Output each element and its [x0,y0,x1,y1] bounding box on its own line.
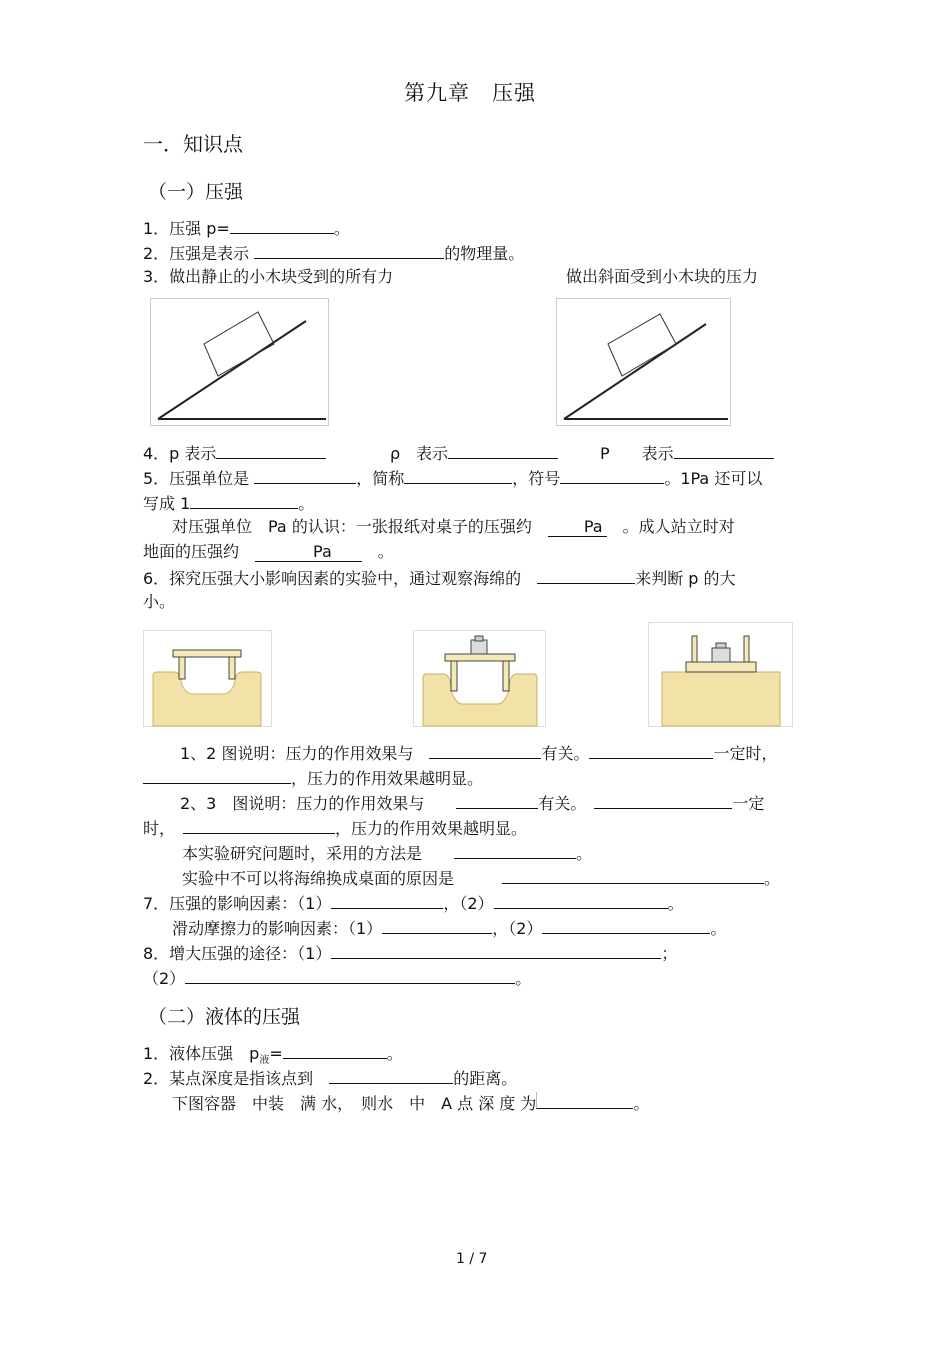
q6-l3-text-b: 有关。 [538,794,579,813]
q8-text-a: 8．增大压强的途径：（1） [143,944,332,963]
q6-text-a: 6．探究压强大小影响因素的实验中，通过观察海绵的 [143,569,522,588]
q8-text-c: （2） [143,969,186,988]
q5-text-i: 地面的压强约 [143,542,240,561]
l3-blank[interactable] [536,1092,633,1109]
q6-l3-blank-1[interactable] [456,792,538,809]
subsection-heading: （一）压强 [148,181,244,203]
question-4c [600,442,774,464]
question-3-left: 3．做出静止的小木块受到的所有力 [143,267,394,286]
l2-blank[interactable] [329,1067,453,1084]
incline-figure-right [556,298,732,428]
q7-blank-4[interactable] [542,917,710,934]
l1-text-b: = [269,1044,283,1063]
sponge-figure-2 [413,630,547,728]
q6-l4-text-a: 时， [143,819,168,838]
sponge-figure-1 [143,630,273,728]
l1-text-c: 。 [386,1044,403,1063]
l2-text-b: 的距离。 [453,1069,518,1088]
question-8 [143,942,677,964]
q6-l1-text-a: 1、2 图说明：压力的作用效果与 [180,744,414,763]
l1-subscript: 液 [259,1055,270,1067]
q4-text-a: 4．p 表示 [143,444,217,463]
q7-text-e: ，（2） [492,919,543,938]
q7-blank-2[interactable] [494,892,668,909]
q6-l1-text-b: 有关。 [541,744,590,763]
q6-analysis-line2 [143,767,483,789]
q5-blank-2[interactable] [404,467,512,484]
q7-text-b: ，（2） [443,894,494,913]
q7-text-f: 。 [710,919,727,938]
question-4b [390,442,558,464]
q5-text-d: 。1Pa 还可以 [664,469,763,488]
q4-blank-2[interactable] [448,442,558,459]
q5-text-j: 。 [377,542,394,561]
q8-blank-1[interactable] [331,942,661,959]
q8-blank-2[interactable] [185,967,515,984]
q2-end: 的物理量。 [444,244,525,263]
q6-analysis-line3 [180,792,764,814]
liquid-question-2 [143,1067,517,1089]
q4-text-c: P 表示 [600,444,674,463]
q5-text-g: 对压强单位 Pa 的认识：一张报纸对桌子的压强约 [172,517,532,536]
question-1 [143,217,350,239]
q6-l3-text-c: 一定 [732,794,765,813]
q5-blank-1[interactable] [254,467,356,484]
q5-text-e: 写成 1 [143,494,191,513]
q1-blank[interactable] [230,217,334,234]
question-7 [143,892,684,914]
section-heading: 一．知识点 [143,132,243,156]
question-5-line4 [143,542,394,562]
q6-l6-text: 实验中不可以将海绵换成桌面的原因是 [182,869,455,888]
q6-l5-blank[interactable] [454,842,576,859]
question-5 [143,467,762,489]
q4-text-b: ρ 表示 [390,444,449,463]
liquid-question-2-line2 [172,1092,649,1114]
q6-text-b: 来判断 p 的大 [635,569,736,588]
q6-analysis-line5 [182,842,592,864]
question-5-line2 [143,492,314,514]
q5-blank-4[interactable] [190,492,298,509]
q5-blank-3[interactable] [560,467,664,484]
q6-l3-text-a: 2、3 图说明：压力的作用效果与 [180,794,425,813]
q6-l1-blank-2[interactable] [589,742,713,759]
q5-unit-1[interactable]: Pa [548,517,607,537]
q5-unit-2[interactable]: Pa [255,542,362,562]
question-7-line2 [172,917,726,939]
l1-blank[interactable] [283,1042,387,1059]
q6-analysis-line6 [182,867,780,889]
q6-l6-end: 。 [764,869,781,888]
l2-text-a: 2．某点深度是指该点到 [143,1069,314,1088]
q6-l3-blank-2[interactable] [594,792,732,809]
q1-end: 。 [333,219,350,238]
q6-l2-text: ，压力的作用效果越明显。 [291,769,484,788]
q1-text: 1．压强 p= [143,219,230,238]
q6-analysis-line1 [180,742,778,764]
q7-text-d: 滑动摩擦力的影响因素：（1） [172,919,383,938]
q7-text-c: 。 [667,894,684,913]
l3-text-b: 。 [633,1094,650,1113]
q6-l5-text: 本实验研究问题时，采用的方法是 [182,844,423,863]
incline-figure-left [150,298,330,428]
q6-analysis-line4 [143,817,527,839]
question-3-right: 做出斜面受到小木块的压力 [566,267,759,286]
page-title: 第九章 压强 [404,81,536,105]
q6-l1-blank-1[interactable] [429,742,541,759]
q6-l2-blank[interactable] [143,767,291,784]
q6-l6-blank[interactable] [502,867,764,884]
q5-text-h: 。成人站立时对 [622,517,735,536]
question-5-line3 [172,517,735,537]
page-number: 1 / 7 [456,1251,488,1267]
subsection-heading-2: （二）液体的压强 [148,1006,301,1028]
q6-blank-1[interactable] [537,567,635,584]
question-6 [143,567,736,589]
question-4 [143,442,326,464]
q7-text-a: 7．压强的影响因素：（1） [143,894,332,913]
question-2 [143,242,524,264]
sponge-figure-3 [648,622,794,728]
q4-blank-1[interactable] [216,442,326,459]
q5-text-b: ，简称 [356,469,405,488]
question-8-line2 [143,967,531,989]
q4-blank-3[interactable] [674,442,774,459]
q6-l5-end: 。 [576,844,593,863]
l3-text-a: 下图容器 中装 满 水， 则水 中 A 点 深 度 为 [172,1094,537,1113]
q6-l4-text-b: ，压力的作用效果越明显。 [335,819,528,838]
l1-text-a: 1．液体压强 p [143,1044,260,1063]
q5-text-f: 。 [298,494,315,513]
q8-text-b: ； [661,944,678,963]
q2-blank[interactable] [254,242,444,259]
q6-l1-text-c: 一定时， [713,744,778,763]
q5-text-c: ，符号 [512,469,561,488]
q7-blank-1[interactable] [331,892,443,909]
q8-text-d: 。 [515,969,532,988]
question-6-line2: 小。 [143,592,176,611]
q7-blank-3[interactable] [382,917,492,934]
q2-text: 2．压强是表示 [143,244,255,263]
q5-text-a: 5．压强单位是 [143,469,255,488]
q6-l4-blank[interactable] [183,817,335,834]
